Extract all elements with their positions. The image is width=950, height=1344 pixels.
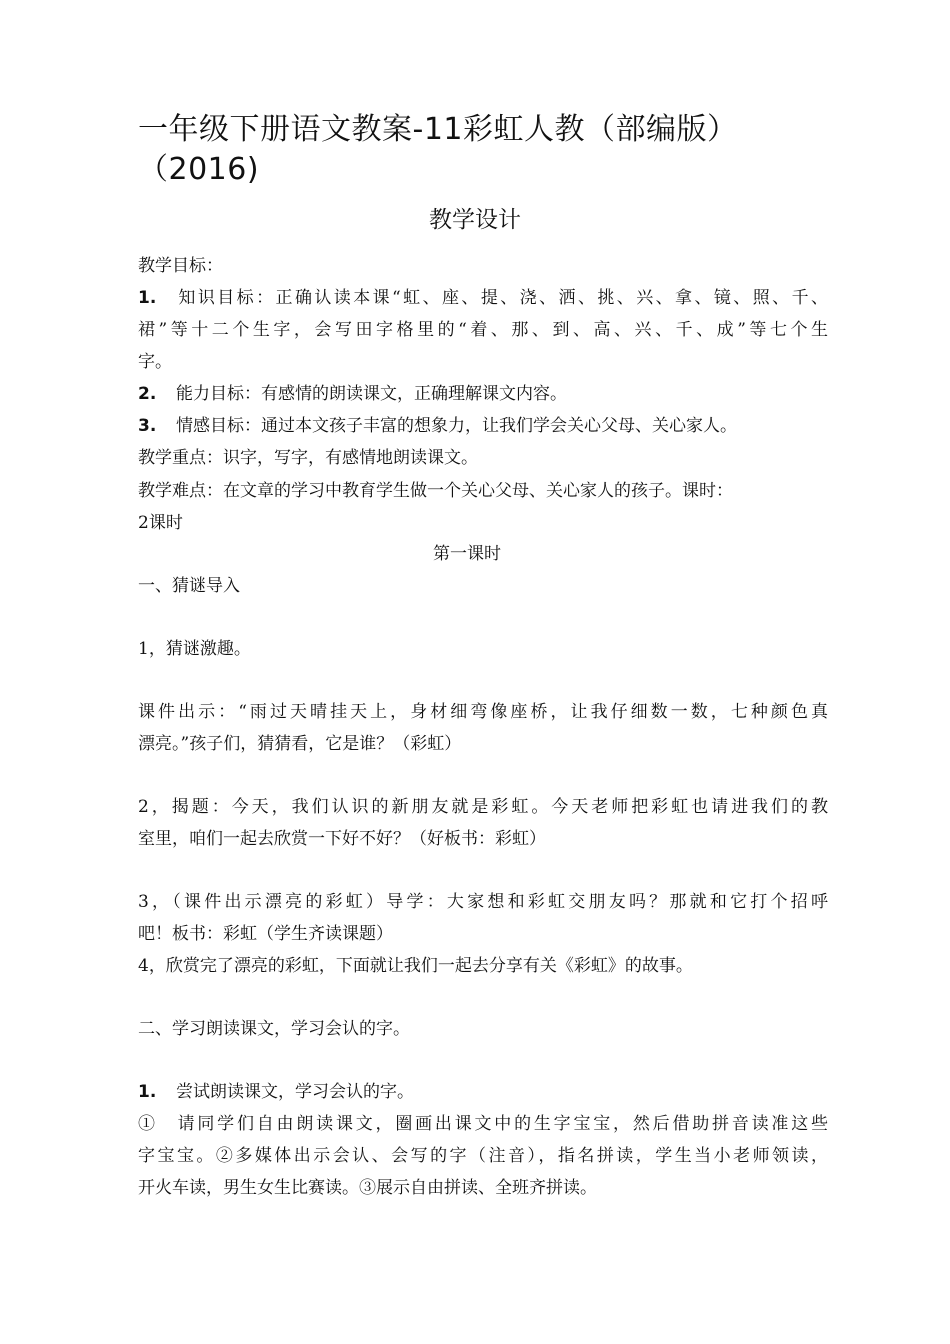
heading-teaching-design: 教学设计 (429, 207, 521, 233)
objective-2-text: 能力目标：有感情的朗读课文，正确理解课文内容。 (176, 384, 567, 404)
objective-2 (138, 378, 828, 410)
document-title: 一年级下册语文教案-11彩虹人教（部编版）（2016) (138, 112, 738, 187)
objective-3-text: 情感目标：通过本文孩子丰富的想象力，让我们学会关心父母、关心家人。 (176, 416, 737, 436)
section-1-title: 一、猜谜导入 (138, 576, 240, 596)
step-1: 1，猜谜激趣。 (138, 639, 251, 659)
objective-1-number: 1. (138, 288, 157, 308)
step-2-line-1: 2，揭题：今天，我们认识的新朋友就是彩虹。今天老师把彩虹也请进我们的教 (138, 797, 828, 817)
objective-3-number: 3. (138, 416, 157, 436)
section-2-title: 二、学习朗读课文，学习会认的字。 (138, 1019, 410, 1039)
section-2-para-line-2: 字宝宝。②多媒体出示会认、会写的字（注音），指名拼读，学生当小老师领读， (138, 1146, 828, 1166)
key-points: 教学重点：识字，写字，有感情地朗读课文。 (138, 448, 478, 468)
objectives-label: 教学目标： (138, 256, 223, 276)
objective-1-line-3: 字。 (138, 352, 172, 372)
step-3-line-1: 3，（课件出示漂亮的彩虹）导学：大家想和彩虹交朋友吗？那就和它打个招呼 (138, 892, 828, 912)
difficulty: 教学难点：在文章的学习中教育学生做一个关心父母、关心家人的孩子。课时： (138, 481, 733, 501)
courseware-line-1: 课件出示：“雨过天晴挂天上，身材细弯像座桥，让我仔细数一数，七种颜色真 (138, 702, 828, 722)
courseware-line-2: 漂亮。”孩子们，猜猜看，它是谁？（彩虹） (138, 734, 462, 754)
objective-1-text: 知识目标：正确认读本课“虹、座、提、浇、洒、挑、兴、拿、镜、照、千、 (176, 288, 828, 308)
objective-3 (138, 410, 828, 442)
section-2-para-line-3: 开火车读，男生女生比赛读。③展示自由拼读、全班齐拼读。 (138, 1178, 597, 1198)
objective-1-line-2: 裙”等十二个生字，会写田字格里的“着、那、到、高、兴、千、成”等七个生 (138, 320, 828, 340)
section-2-para-line-1: ① 请同学们自由朗读课文，圈画出课文中的生字宝宝，然后借助拼音读准这些 (138, 1114, 828, 1134)
section-2-item-1-number: 1. (138, 1082, 157, 1102)
section-2-item-1-text: 尝试朗读课文，学习会认的字。 (176, 1082, 414, 1102)
objective-2-number: 2. (138, 384, 157, 404)
objective-1-line-1 (138, 282, 828, 314)
step-2-line-2: 室里，咱们一起去欣赏一下好不好？（好板书：彩虹） (138, 829, 546, 849)
class-hours: 2课时 (138, 513, 183, 533)
section-2-item-1 (138, 1076, 828, 1108)
step-4: 4，欣赏完了漂亮的彩虹，下面就让我们一起去分享有关《彩虹》的故事。 (138, 956, 693, 976)
heading-lesson-one: 第一课时 (433, 544, 501, 564)
step-3-line-2: 吧！板书：彩虹（学生齐读课题） (138, 924, 393, 944)
